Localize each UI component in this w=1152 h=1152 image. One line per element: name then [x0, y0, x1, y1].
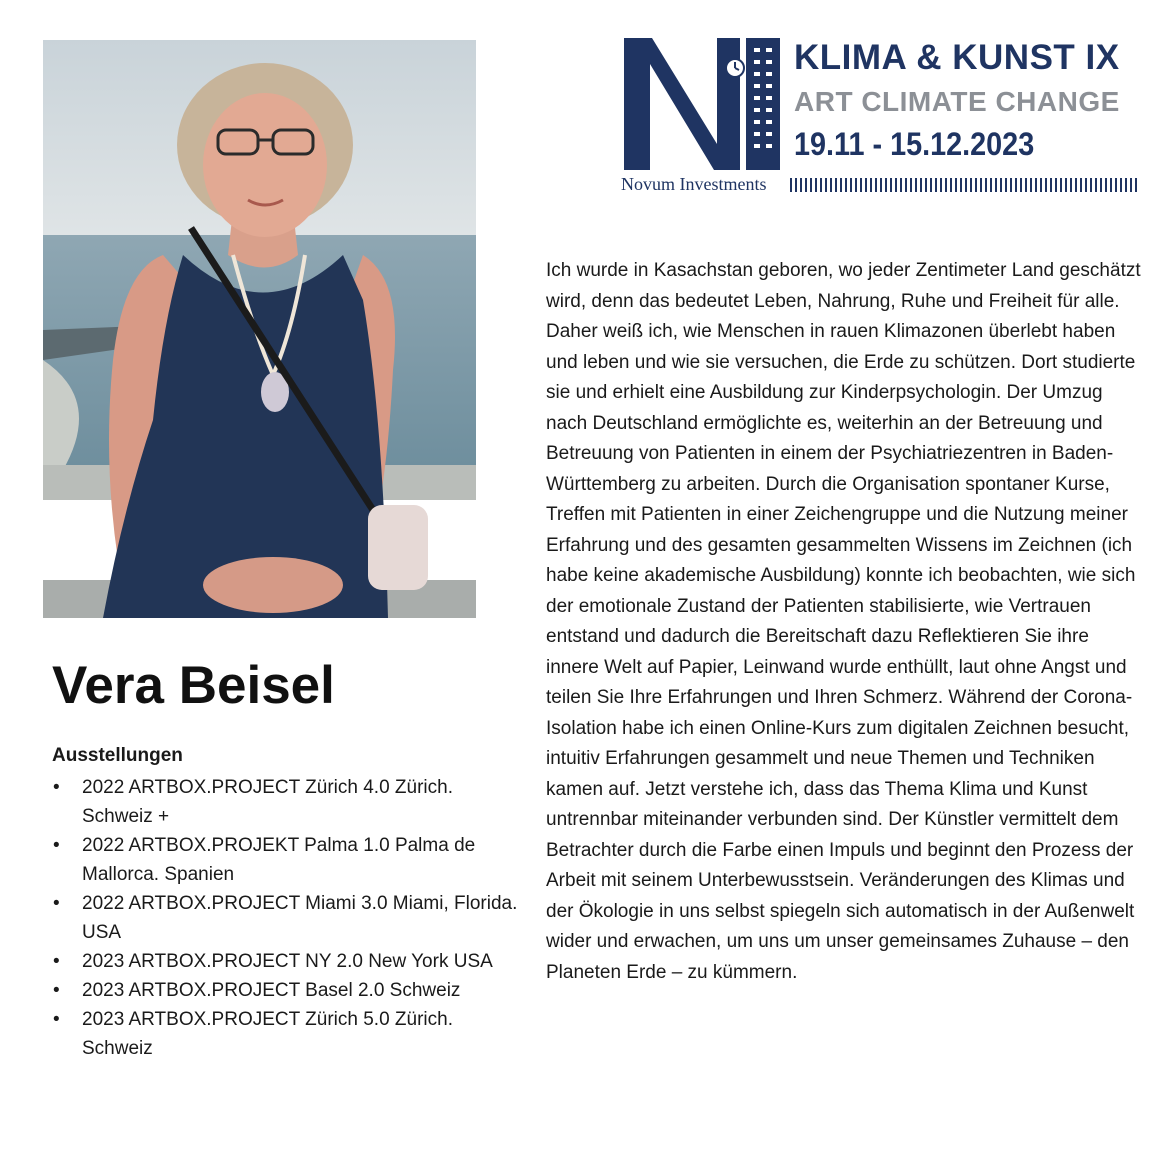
- list-item: • 2022 ARTBOX.PROJECT Zürich 4.0 Zürich. Schweiz +: [52, 773, 527, 831]
- logo-dates: 19.11 - 15.12.2023: [794, 126, 1035, 162]
- logo-subtitle: ART CLIMATE CHANGE: [794, 86, 1120, 117]
- artist-name: Vera Beisel: [52, 656, 335, 715]
- list-item: • 2022 ARTBOX.PROJEKT Palma 1.0 Palma de Mallorca. Spanien: [52, 831, 527, 889]
- biography-text: Ich wurde in Kasachstan geboren, wo jeder Zentimeter Land geschätzt wird, denn das bedeutet Leben, Nahrung, Ruhe und Freiheit für alle. Daher weiß ich, wie Menschen in rauen Klimazonen überlebt haben und leben und wie sie versuchen, die Erde zu schützen. Dort studierte sie und erhielt eine Ausbildung zur Kinderpsychologin. Der Umzug nach Deutschland ermöglichte es, weiterhin an der Betreuung und Betreuung von Patienten in einem der Psychiatriezentren in Baden-Württemberg zu arbeiten. Durch die Organisation spontaner Kurse, Treffen mit Patienten in einer Zeichengruppe und die Nutzung meiner Erfahrung und des gesamten gesammelten Wissens im Zeichnen (ich habe keine akademische Ausbildung) konnte ich beobachten, wie sich der emotionale Zustand der Patienten stabilisierte, wie Vertrauen entstand und dadurch die Bereitschaft dazu Reflektieren Sie ihre innere Welt auf Papier, Leinwand wurde enthüllt, laut ohne Angst und teilen Sie Ihre Erfahrungen und Ihren Schmerz. Während der Corona-Isolation habe ich einen Online-Kurs zum digitalen Zeichnen besucht, intuitiv Erfahrungen gesammelt und neue Themen und Techniken kamen auf. Jetzt verstehe ich, dass das Thema Klima und Kunst untrennbar miteinander verbunden sind. Der Künstler vermittelt dem Betrachter durch die Farbe einen Impuls und beginnt den Prozess der Arbeit mit seinem Unterbewusstsein. Veränderungen des Klimas und der Ökologie in uns selbst spiegeln sich automatisch in der Außenwelt wider und erwachen, um uns um unser gemeinsames Zuhause – den Planeten Erde – zu kümmern.: [546, 260, 1141, 983]
- exhibition-logo: [614, 30, 1152, 202]
- list-item: • 2023 ARTBOX.PROJECT Zürich 5.0 Zürich. Schweiz: [52, 1005, 527, 1063]
- barcode-icon: [790, 178, 1140, 192]
- list-item: • 2022 ARTBOX.PROJECT Miami 3.0 Miami, Florida. USA: [52, 889, 527, 947]
- list-item: • 2023 ARTBOX.PROJECT NY 2.0 New York USA: [52, 947, 527, 976]
- list-item: • 2023 ARTBOX.PROJECT Basel 2.0 Schweiz: [52, 976, 527, 1005]
- exhibitions-list: [52, 773, 527, 1063]
- artist-photo: [43, 40, 476, 618]
- logo-brand: Novum Investments: [621, 174, 767, 194]
- novum-n-logo-icon: [622, 34, 782, 174]
- exhibitions-heading: Ausstellungen: [52, 745, 183, 766]
- logo-title: KLIMA & KUNST IX: [794, 38, 1120, 77]
